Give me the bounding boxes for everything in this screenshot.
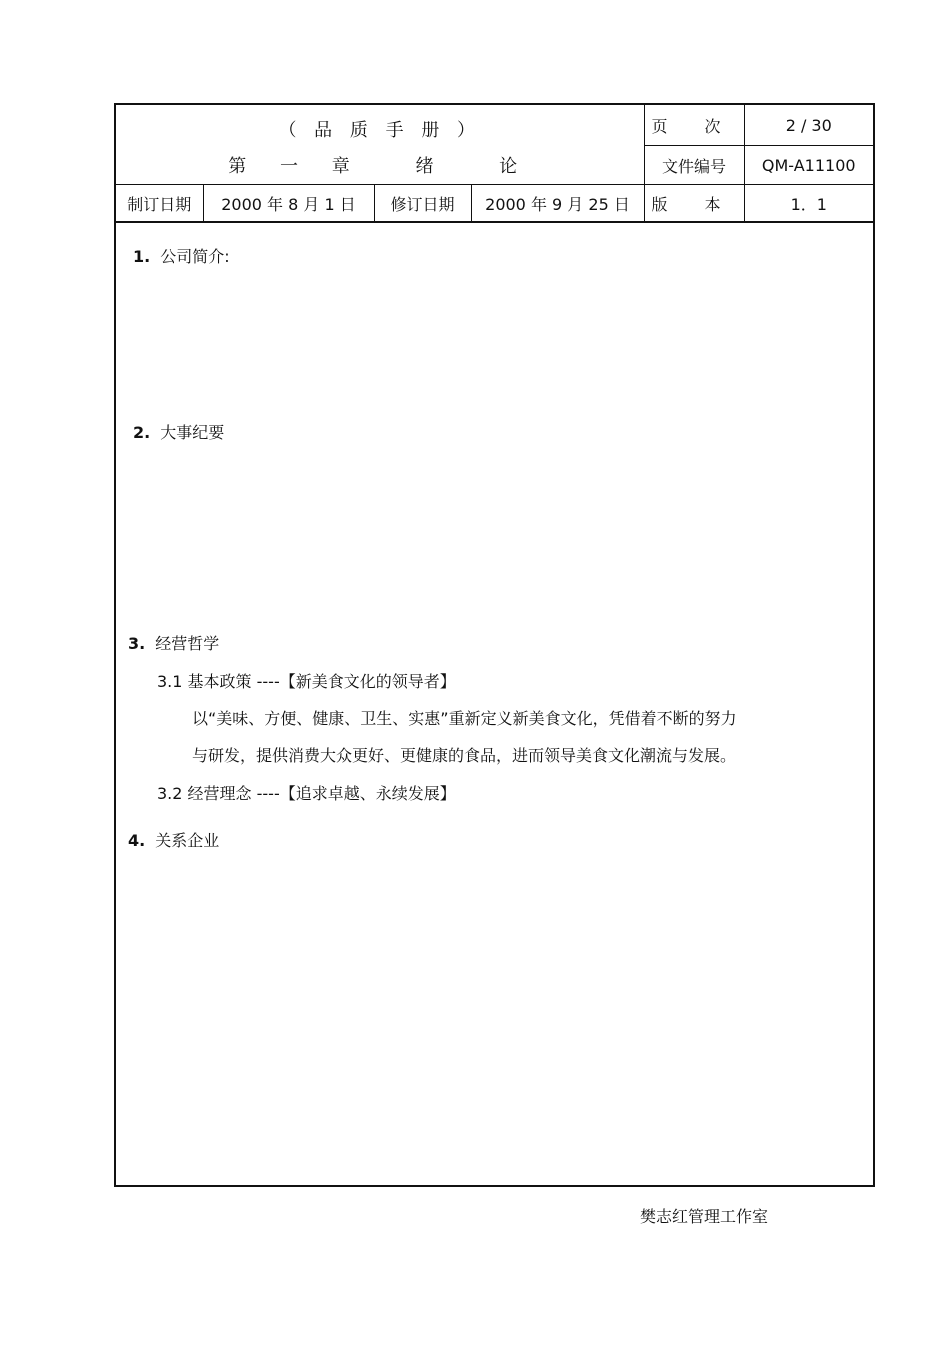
- section-number: 1.: [133, 247, 151, 266]
- footer-studio: 樊志红管理工作室: [640, 1207, 769, 1226]
- page-label: 页 次: [644, 105, 744, 146]
- subsection-basic-policy: 3.1 基本政策 ----【新美食文化的领导者】: [157, 672, 456, 691]
- docno-value: QM-A11100: [744, 146, 873, 185]
- section-title: 公司简介:: [160, 247, 230, 266]
- revised-label: 修订日期: [374, 185, 471, 223]
- page-value: 2 / 30: [744, 105, 873, 146]
- revised-value: 2000 年 9 月 25 日: [471, 185, 644, 223]
- section-affiliates: [128, 828, 219, 851]
- version-value: 1．1: [744, 185, 873, 223]
- section-title: 关系企业: [155, 831, 220, 850]
- section-milestones: [133, 420, 224, 443]
- manual-title: （ 品 质 手 册 ）: [278, 120, 482, 141]
- docno-label: 文件编号: [644, 146, 744, 185]
- section-company-intro: [133, 244, 230, 267]
- section-philosophy: [128, 631, 219, 654]
- policy-text-line-2: 与研发，提供消费大众更好、更健康的食品，进而领导美食文化潮流与发展。: [192, 746, 737, 765]
- chapter-title: 第 一 章 绪 论: [228, 156, 532, 177]
- policy-text-line-1: 以“美味、方便、健康、卫生、实惠”重新定义新美食文化，凭借着不断的努力: [192, 709, 737, 728]
- section-number: 4.: [128, 831, 146, 850]
- section-number: 3.: [128, 634, 146, 653]
- section-title: 经营哲学: [155, 634, 220, 653]
- created-value: 2000 年 8 月 1 日: [203, 185, 374, 223]
- created-label: 制订日期: [116, 185, 203, 223]
- section-title: 大事纪要: [160, 423, 225, 442]
- title-cell: [116, 105, 644, 185]
- header-table: [116, 105, 873, 223]
- subsection-business-concept: 3.2 经营理念 ----【追求卓越、永续发展】: [157, 784, 456, 803]
- version-label: 版 本: [644, 185, 744, 223]
- section-number: 2.: [133, 423, 151, 442]
